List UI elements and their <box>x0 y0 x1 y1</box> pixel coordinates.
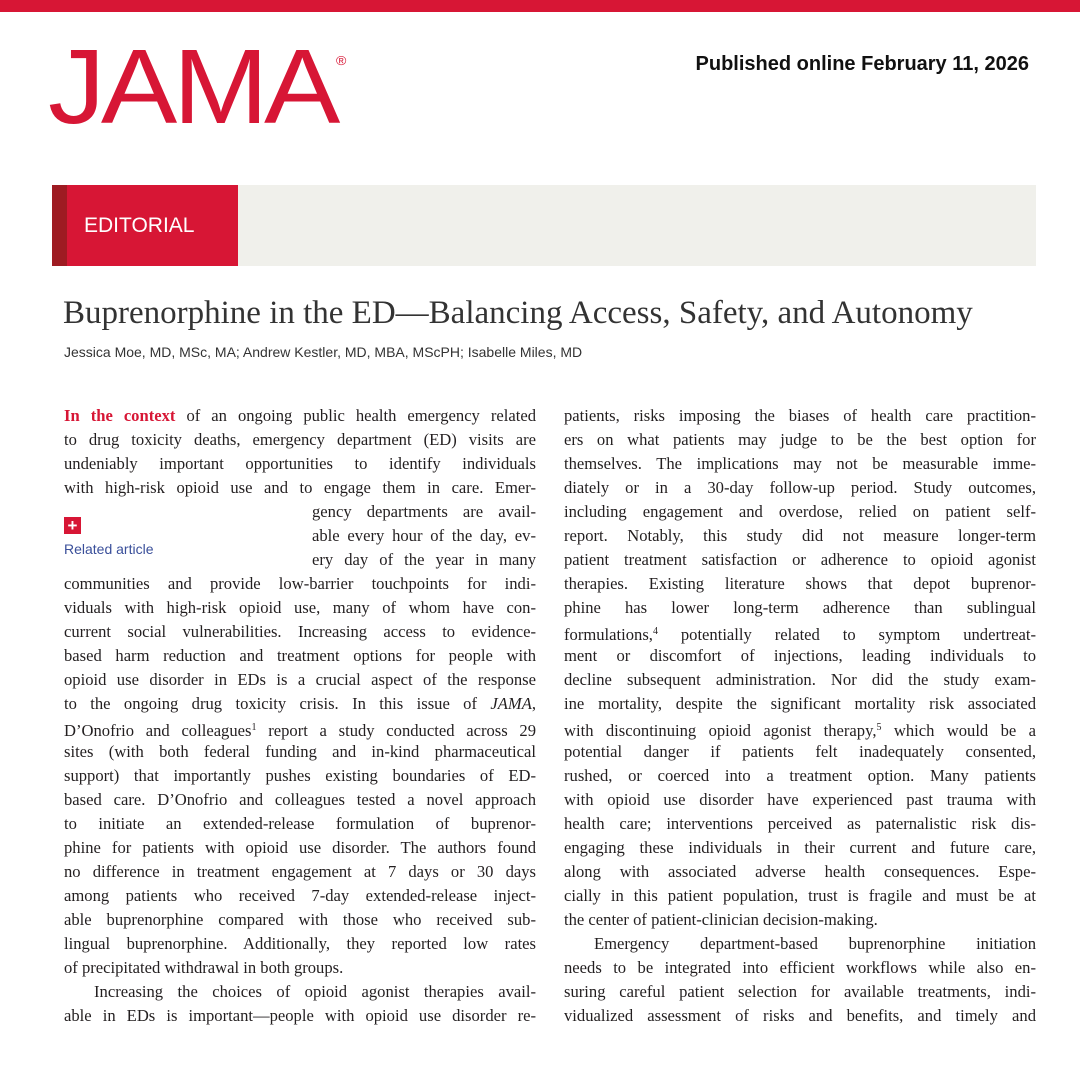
text-segment: potentially related to symptom undertreat- <box>657 625 1036 644</box>
text-line <box>64 404 536 428</box>
text-line: sites (with both federal funding and in-kind pharmaceutical <box>64 742 536 761</box>
section-stripe <box>52 185 67 266</box>
right-column <box>564 404 1036 1028</box>
text-line: potential danger if patients felt inadequately consented, <box>564 742 1036 761</box>
text-segment: formulations, <box>564 625 653 644</box>
registered-mark: ® <box>336 53 347 68</box>
text-line <box>564 620 1036 644</box>
top-accent-bar <box>0 0 1080 12</box>
text-line: able every hour of the day, ev- <box>312 526 536 545</box>
text-line: ery day of the year in many <box>312 550 536 569</box>
related-article-link[interactable] <box>64 517 154 557</box>
text-line: ment or discomfort of injections, leading individuals to <box>564 646 1036 665</box>
jama-logo <box>48 28 347 146</box>
text-line: support) that importantly pushes existing boundaries of ED- <box>64 766 536 785</box>
text-line: communities and provide low-barrier touchpoints for indi- <box>64 574 536 593</box>
text-line: patient treatment satisfaction or adherence to opioid agonist <box>564 550 1036 569</box>
text-line <box>64 692 536 716</box>
logo-text: JAMA <box>48 28 337 146</box>
text-segment: , <box>531 694 536 713</box>
text-line: able in EDs is important—people with opioid use disorder re- <box>64 1006 536 1025</box>
text-line: based harm reduction and treatment options for people with <box>64 646 536 665</box>
reference-superscript[interactable]: 5 <box>876 722 882 733</box>
section-banner <box>52 185 1036 266</box>
text-segment: report a study conducted across 29 <box>256 721 536 740</box>
text-segment: of an ongoing public health emergency related <box>175 406 536 425</box>
text-segment: JAMA <box>490 694 532 713</box>
text-line: themselves. The implications may not be measurable imme- <box>564 454 1036 473</box>
text-line: phine for patients with opioid use disorder. The authors found <box>64 838 536 857</box>
text-segment: to the ongoing drug toxicity crisis. In this issue of <box>64 694 491 713</box>
text-line: therapies. Existing literature shows that depot buprenor- <box>564 574 1036 593</box>
text-segment: which would be a <box>881 721 1036 740</box>
text-line: ers on what patients may judge to be the best option for <box>564 430 1036 449</box>
text-line <box>64 716 536 740</box>
lead-in-text: In the context <box>64 406 176 425</box>
published-date: Published online February 11, 2026 <box>695 53 1029 75</box>
text-line: Increasing the choices of opioid agonist therapies avail- <box>94 982 536 1001</box>
text-line: engaging these individuals in their current and future care, <box>564 838 1036 857</box>
text-line: diately or in a 30-day follow-up period. Study outcomes, <box>564 478 1036 497</box>
text-line: able buprenorphine compared with those who received sub- <box>64 910 536 929</box>
reference-superscript[interactable]: 1 <box>251 722 257 733</box>
text-line: report. Notably, this study did not measure longer-term <box>564 526 1036 545</box>
text-line: cially in this patient population, trust is fragile and must be at <box>564 886 1036 905</box>
text-line: including engagement and overdose, relied on patient self- <box>564 502 1036 521</box>
text-line: of precipitated withdrawal in both groups. <box>64 958 344 977</box>
text-line: decline subsequent administration. Nor did the study exam- <box>564 670 1036 689</box>
text-line: along with associated adverse health consequences. Espe- <box>564 862 1036 881</box>
text-line: gency departments are avail- <box>312 502 536 521</box>
text-line: with high-risk opioid use and to engage them in care. Emer- <box>64 478 536 497</box>
text-line: current social vulnerabilities. Increasing access to evidence- <box>64 622 536 641</box>
text-line: among patients who received 7-day extended-release inject- <box>64 886 536 905</box>
text-line: Emergency department-based buprenorphine initiation <box>594 934 1036 953</box>
text-line: vidualized assessment of risks and benefits, and timely and <box>564 1006 1036 1025</box>
text-line: health care; interventions perceived as paternalistic risk dis- <box>564 814 1036 833</box>
author-list: Jessica Moe, MD, MSc, MA; Andrew Kestler, MD, MBA, MScPH; Isabelle Miles, MD <box>64 344 583 360</box>
text-segment: with discontinuing opioid agonist therapy, <box>564 721 877 740</box>
text-segment: D’Onofrio and colleagues <box>64 721 252 740</box>
text-line: lingual buprenorphine. Additionally, they reported low rates <box>64 934 536 953</box>
article-title: Buprenorphine in the ED—Balancing Access, Safety, and Autonomy <box>63 295 973 331</box>
reference-superscript[interactable]: 4 <box>652 626 658 637</box>
left-column <box>64 404 536 1028</box>
text-line <box>564 716 1036 740</box>
section-label: EDITORIAL <box>84 214 195 237</box>
text-line: ine mortality, despite the significant mortality risk associated <box>564 694 1036 713</box>
plus-icon[interactable]: + <box>64 517 81 534</box>
text-line: patients, risks imposing the biases of health care practition- <box>564 406 1036 425</box>
text-line: the center of patient-clinician decision-making. <box>564 910 878 929</box>
text-line: phine has lower long-term adherence than sublingual <box>564 598 1036 617</box>
text-line: to drug toxicity deaths, emergency department (ED) visits are <box>64 430 536 449</box>
text-line: based care. D’Onofrio and colleagues tested a novel approach <box>64 790 536 809</box>
text-line: with opioid use disorder have experienced past trauma with <box>564 790 1036 809</box>
text-line: rushed, or coerced into a treatment option. Many patients <box>564 766 1036 785</box>
text-line: no difference in treatment engagement at 7 days or 30 days <box>64 862 536 881</box>
text-line: to initiate an extended-release formulation of buprenor- <box>64 814 536 833</box>
text-line: undeniably important opportunities to identify individuals <box>64 454 536 473</box>
text-line: suring careful patient selection for available treatments, indi- <box>564 982 1036 1001</box>
related-article-label[interactable]: Related article <box>64 541 154 557</box>
text-line: viduals with high-risk opioid use, many of whom have con- <box>64 598 536 617</box>
text-line: needs to be integrated into efficient workflows while also en- <box>564 958 1036 977</box>
text-line: opioid use disorder in EDs is a crucial aspect of the response <box>64 670 536 689</box>
